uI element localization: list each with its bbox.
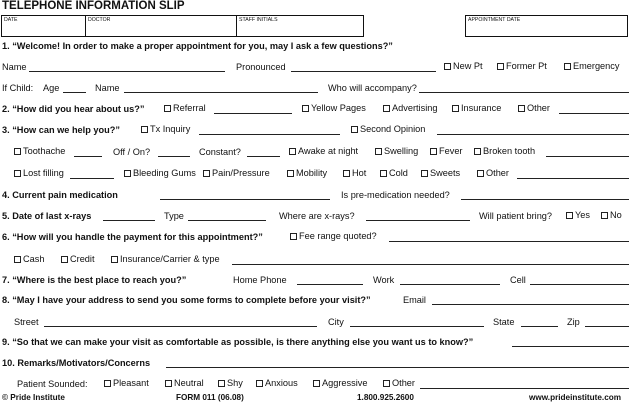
email-label: Email (403, 295, 426, 305)
lost-filling-input-line[interactable] (70, 178, 114, 179)
checkbox-box[interactable] (444, 63, 451, 70)
appointment-date-box[interactable] (465, 15, 628, 37)
aggressive-checkbox[interactable] (313, 379, 367, 388)
bring-yes-label: Yes (575, 210, 590, 220)
checkbox-box[interactable] (141, 126, 148, 133)
checkbox-box[interactable] (375, 148, 382, 155)
premed-input-line[interactable] (461, 199, 629, 200)
checkbox-box[interactable] (430, 148, 437, 155)
pain-pressure-checkbox[interactable] (203, 169, 270, 178)
form-number: FORM 011 (06.08) (176, 393, 244, 402)
pleasant-label: Pleasant (113, 378, 149, 388)
yellow-pages-checkbox[interactable] (302, 104, 366, 113)
new-pt-checkbox[interactable] (444, 62, 483, 71)
tx-inquiry-input-line[interactable] (199, 134, 340, 135)
checkbox-box[interactable] (14, 148, 21, 155)
zip-label: Zip (567, 317, 580, 327)
checkbox-box[interactable] (383, 380, 390, 387)
checkbox-box[interactable] (61, 256, 68, 263)
bleeding-gums-checkbox[interactable] (124, 169, 196, 178)
constant-input-line[interactable] (247, 156, 280, 157)
q1-heading: 1. “Welcome! In order to make a proper appointment for you, may I ask a few questions?” (2, 41, 393, 51)
email-input-line[interactable] (432, 304, 629, 305)
shy-checkbox[interactable] (218, 379, 243, 388)
constant-label: Constant? (199, 147, 241, 157)
work-phone-label: Work (373, 275, 395, 285)
advertising-checkbox[interactable] (383, 104, 437, 113)
fee-range-label: Fee range quoted? (299, 231, 377, 241)
checkbox-box[interactable] (287, 170, 294, 177)
checkbox-box[interactable] (218, 380, 225, 387)
pleasant-checkbox[interactable] (104, 379, 149, 388)
checkbox-box[interactable] (497, 63, 504, 70)
bring-yes-checkbox[interactable] (566, 211, 590, 220)
bring-no-checkbox[interactable] (601, 211, 622, 220)
q4-heading: 4. Current pain medication (2, 190, 118, 200)
city-input-line[interactable] (350, 326, 484, 327)
home-phone-label: Home Phone (233, 275, 287, 285)
toothache-label: Toothache (23, 146, 66, 156)
home-phone-input-line[interactable] (297, 284, 363, 285)
checkbox-box[interactable] (383, 105, 390, 112)
fee-range-input-line[interactable] (389, 241, 629, 242)
former-pt-label: Former Pt (506, 61, 547, 71)
page-title: TELEPHONE INFORMATION SLIP (2, 0, 185, 12)
xray-where-input-line[interactable] (366, 220, 470, 221)
website-link[interactable]: www.prideinstitute.com (529, 393, 622, 402)
q2-heading: 2. “How did you hear about us?” (2, 104, 145, 114)
date-box[interactable] (1, 15, 86, 37)
cash-checkbox[interactable] (14, 255, 44, 264)
fever-label: Fever (439, 146, 463, 156)
referral-label: Referral (173, 103, 206, 113)
state-input-line[interactable] (521, 326, 558, 327)
broken-tooth-input-line[interactable] (546, 156, 629, 157)
insurance-carrier-checkbox[interactable] (111, 255, 220, 264)
referral-input-line[interactable] (214, 113, 292, 114)
checkbox-box[interactable] (351, 126, 358, 133)
pain-pressure-label: Pain/Pressure (212, 168, 270, 178)
name-label: Name (2, 62, 27, 72)
tx-inquiry-checkbox[interactable] (141, 125, 190, 134)
insurance-label: Insurance (461, 103, 502, 113)
premed-label: Is pre-medication needed? (341, 190, 450, 200)
cold-label: Cold (389, 168, 408, 178)
checkbox-box[interactable] (124, 170, 131, 177)
q9-input-line[interactable] (512, 346, 629, 347)
street-input-line[interactable] (44, 326, 317, 327)
checkbox-box[interactable] (421, 170, 428, 177)
hot-label: Hot (352, 168, 367, 178)
referral-checkbox[interactable] (164, 104, 206, 113)
checkbox-box[interactable] (601, 212, 608, 219)
q3-heading: 3. “How can we help you?” (2, 125, 120, 135)
q6-heading: 6. “How will you handle the payment for this appointment?” (2, 232, 263, 242)
checkbox-box[interactable] (256, 380, 263, 387)
q8-heading: 8. “May I have your address to send you some forms to complete before your visit?” (2, 295, 371, 305)
other-sounded-input-line[interactable] (420, 388, 629, 389)
checkbox-box[interactable] (14, 170, 21, 177)
zip-input-line[interactable] (585, 326, 629, 327)
checkbox-box[interactable] (313, 380, 320, 387)
street-label: Street (14, 317, 39, 327)
cash-label: Cash (23, 254, 45, 264)
shy-label: Shy (227, 378, 243, 388)
insurance-checkbox[interactable] (452, 104, 501, 113)
tx-inquiry-label: Tx Inquiry (150, 124, 191, 134)
work-phone-input-line[interactable] (400, 284, 500, 285)
insurance-carrier-label: Insurance/Carrier & type (120, 254, 220, 264)
second-opinion-input-line[interactable] (437, 134, 629, 135)
checkbox-box[interactable] (343, 170, 350, 177)
lost-filling-label: Lost filling (23, 168, 64, 178)
xray-date-input-line[interactable] (103, 220, 155, 221)
checkbox-box[interactable] (164, 105, 171, 112)
checkbox-box[interactable] (165, 380, 172, 387)
checkbox-box[interactable] (289, 148, 296, 155)
swelling-label: Swelling (384, 146, 419, 156)
checkbox-box[interactable] (452, 105, 459, 112)
xray-type-input-line[interactable] (188, 220, 266, 221)
insurance-carrier-input-line[interactable] (232, 264, 629, 265)
checkbox-box[interactable] (380, 170, 387, 177)
fee-range-checkbox[interactable] (290, 232, 377, 241)
neutral-checkbox[interactable] (165, 379, 204, 388)
age-label: Age (43, 83, 60, 93)
checkbox-box[interactable] (290, 233, 297, 240)
second-opinion-label: Second Opinion (360, 124, 426, 134)
other-symptom-label: Other (486, 168, 509, 178)
staff-initials-box[interactable] (236, 15, 364, 37)
q9-heading: 9. “So that we can make your visit as comfortable as possible, is there anything else you want us to know?” (2, 337, 474, 347)
swelling-checkbox[interactable] (375, 147, 418, 156)
other-symptom-checkbox[interactable] (477, 169, 509, 178)
checkbox-box[interactable] (518, 105, 525, 112)
broken-tooth-label: Broken tooth (483, 146, 536, 156)
anxious-checkbox[interactable] (256, 379, 298, 388)
q10-heading: 10. Remarks/Motivators/Concerns (2, 358, 151, 368)
credit-label: Credit (70, 254, 95, 264)
anxious-label: Anxious (265, 378, 298, 388)
date-box-label: DATE (4, 17, 18, 23)
who-accompany-input-line[interactable] (419, 92, 629, 93)
checkbox-box[interactable] (474, 148, 481, 155)
if-child-label: If Child: (2, 83, 34, 93)
toothache-checkbox[interactable] (14, 147, 65, 156)
fever-checkbox[interactable] (430, 147, 463, 156)
doctor-box[interactable] (85, 15, 237, 37)
will-bring-label: Will patient bring? (479, 211, 553, 221)
checkbox-box[interactable] (564, 63, 571, 70)
broken-tooth-checkbox[interactable] (474, 147, 535, 156)
mobility-label: Mobility (296, 168, 328, 178)
bring-no-label: No (610, 210, 622, 220)
xray-where-label: Where are x-rays? (279, 211, 355, 221)
name-input-line[interactable] (29, 71, 225, 72)
q5-heading: 5. Date of last x-rays (2, 211, 92, 221)
new-pt-label: New Pt (453, 61, 483, 71)
lost-filling-checkbox[interactable] (14, 169, 64, 178)
pain-medication-input-line[interactable] (160, 199, 330, 200)
phone-number: 1.800.925.2600 (357, 393, 414, 402)
checkbox-box[interactable] (566, 212, 573, 219)
other-sounded-checkbox[interactable] (383, 379, 415, 388)
xray-type-label: Type (164, 211, 184, 221)
state-label: State (493, 317, 515, 327)
other-source-input-line[interactable] (559, 113, 629, 114)
bleeding-gums-label: Bleeding Gums (133, 168, 196, 178)
mobility-checkbox[interactable] (287, 169, 327, 178)
cell-phone-input-line[interactable] (530, 284, 629, 285)
cell-phone-label: Cell (510, 275, 526, 285)
copyright-text: © Pride Institute (2, 393, 65, 402)
who-accompany-label: Who will accompany? (328, 83, 417, 93)
credit-checkbox[interactable] (61, 255, 95, 264)
toothache-input-line[interactable] (74, 156, 102, 157)
former-pt-checkbox[interactable] (497, 62, 547, 71)
awake-at-night-label: Awake at night (298, 146, 359, 156)
staff-initials-box-label: STAFF INITIALS (239, 17, 278, 23)
advertising-label: Advertising (392, 103, 438, 113)
yellow-pages-label: Yellow Pages (311, 103, 366, 113)
off-on-label: Off / On? (113, 147, 151, 157)
remarks-input-line[interactable] (166, 367, 629, 368)
appointment-date-box-label: APPOINTMENT DATE (468, 17, 521, 23)
pronounced-input-line[interactable] (291, 71, 436, 72)
checkbox-box[interactable] (104, 380, 111, 387)
hot-checkbox[interactable] (343, 169, 366, 178)
patient-sounded-label: Patient Sounded: (17, 379, 88, 389)
doctor-box-label: DOCTOR (88, 17, 111, 23)
child-name-input-line[interactable] (124, 92, 318, 93)
checkbox-box[interactable] (477, 170, 484, 177)
other-source-label: Other (527, 103, 550, 113)
sweets-checkbox[interactable] (421, 169, 460, 178)
other-sounded-label: Other (392, 378, 415, 388)
other-symptom-input-line[interactable] (517, 178, 629, 179)
cold-checkbox[interactable] (380, 169, 408, 178)
off-on-input-line[interactable] (158, 156, 190, 157)
second-opinion-checkbox[interactable] (351, 125, 425, 134)
other-source-checkbox[interactable] (518, 104, 550, 113)
child-name-label: Name (95, 83, 120, 93)
neutral-label: Neutral (174, 378, 204, 388)
emergency-checkbox[interactable] (564, 62, 619, 71)
emergency-label: Emergency (573, 61, 620, 71)
checkbox-box[interactable] (14, 256, 21, 263)
q7-heading: 7. “Where is the best place to reach you?” (2, 275, 187, 285)
pronounced-label: Pronounced (236, 62, 286, 72)
checkbox-box[interactable] (111, 256, 118, 263)
checkbox-box[interactable] (203, 170, 210, 177)
city-label: City (328, 317, 344, 327)
age-input-line[interactable] (63, 92, 86, 93)
checkbox-box[interactable] (302, 105, 309, 112)
awake-at-night-checkbox[interactable] (289, 147, 358, 156)
aggressive-label: Aggressive (322, 378, 368, 388)
sweets-label: Sweets (430, 168, 461, 178)
